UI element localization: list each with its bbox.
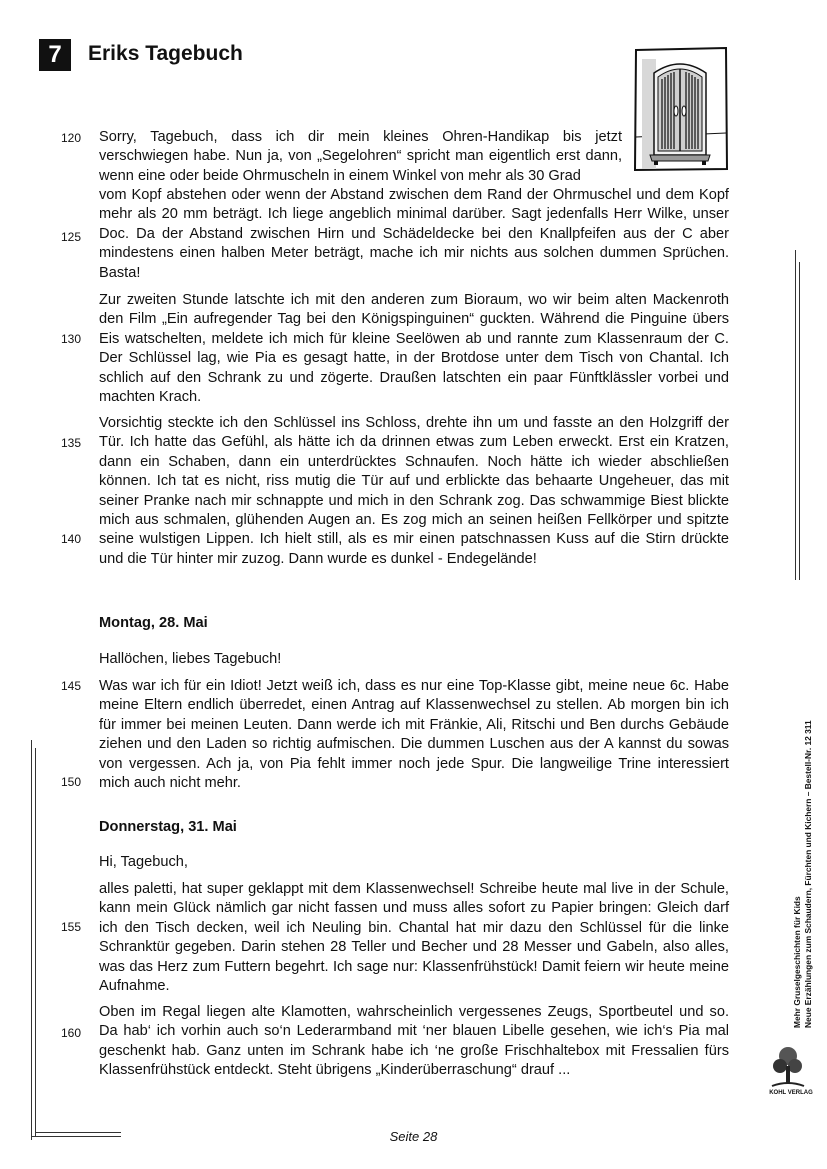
entry-date: Montag, 28. Mai [99, 615, 208, 631]
paragraph-2: Zur zweiten Stunde latschte ich mit den anderen zum Bioraum, wo wir beim alten Mackenroth den Film „Ein aufregender Tag bei den Königspinguinen“ guckten. Während die Pinguine übers Eis watschelten, meldete ich mich für kleine Seelöwen ab und rannte zum Klassenraum der C. Der Schlüssel lag, wie Pia es gesagt hatte, in der Brotdose unter dem Tisch von Chantal. Ich schlich auf den Schrank zu und zögerte. Draußen latschten ein paar Fünftklässler vorbei und machten Krach. [99, 292, 729, 406]
left-rule [31, 740, 32, 1140]
side-rule [799, 262, 800, 580]
page-number: Seite 28 [389, 1129, 438, 1144]
side-rule [795, 250, 796, 580]
paragraph-6: Oben im Regal liegen alte Klamotten, wahrscheinlich vergessenes Zeugs, Sportbeutel und so. Da hab‘ ich vorhin auch so‘n Lederarmband mit ‘ner blauen Libelle gesehen, wie ich‘s Pia mal geschenkt hab. Ganz unten im Schrank habe ich ‘ne große Frischhaltebox mit Fressalien fürs Klassenfrühstück entdeckt. Steht übrigens „Kinderüberraschung“ drauf ... [99, 1004, 729, 1079]
line-number: 155 [61, 920, 82, 934]
line-number: 120 [61, 131, 82, 145]
publisher-name: KOHL VERLAG [769, 1090, 813, 1096]
side-publisher-text [792, 720, 814, 1028]
paragraph-1b: vom Kopf abstehen oder wenn der Abstand zwischen dem Rand der Ohrmuschel und dem Kopf mehr als 20 mm beträgt. Ich liege angeblich minimal darüber. Sagt jedenfalls Herr Wilke, unser Doc. Da der Abstand zwischen Hirn und Schädeldecke bei den Knallpfeifen aus der C aber mindestens einen halben Meter beträgt, mache ich mir nichts aus solchen dummen Sprüchen. Basta! [99, 187, 729, 281]
paragraph-4: Was war ich für ein Idiot! Jetzt weiß ich, dass es nur eine Top-Klasse gibt, meine neue 6c. Habe meine Eltern endlich überredet, einen Antrag auf Klassenwechsel zu stellen. Ab morgen bin ich für immer bei meinen Leuten. Dann werde ich mit Fränkie, Ali, Ritschi und Ben durchs Gebäude ziehen und den Laden so richtig aufmischen. Die dummen Luschen aus der A kannst du sowas von vergessen. Ach ja, von Pia fehlt immer noch jede Spur. Die langweilige Trine interessiert mich auch nicht mehr. [99, 678, 729, 792]
entry-greeting: Hallöchen, liebes Tagebuch! [99, 651, 282, 667]
wardrobe-illustration [634, 47, 728, 171]
entry-date: Donnerstag, 31. Mai [99, 819, 237, 835]
entry-greeting: Hi, Tagebuch, [99, 854, 188, 870]
line-number: 130 [61, 332, 82, 346]
book-subtitle: Neue Erzählungen zum Schaudern, Fürchten und Kichern – Bestell-Nr. 12 311 [803, 720, 813, 1028]
paragraph-1a: Sorry, Tagebuch, dass ich dir mein kleines Ohren-Handikap bis jetzt verschwiegen habe. Nun ja, von „Segelohren“ spricht man eigentlich erst dann, wenn eine oder beide Ohrmuscheln in einem Winkel von mehr als 30 Grad [99, 129, 622, 184]
chapter-title: Eriks Tagebuch [88, 42, 243, 65]
line-number: 140 [61, 532, 82, 546]
line-number: 150 [61, 775, 82, 789]
paragraph-5: alles paletti, hat super geklappt mit dem Klassenwechsel! Schreibe heute mal live in der Schule, kann mein Glück nämlich gar nicht fassen und muss alles sofort zu Papier bringen: Gleich darf ich den Tisch decken, weil ich Neuling bin. Chantal hat mir dazu den Schlüssel für die linke Schranktür gegeben. Darin stehen 28 Teller und Becher und 28 Messer und Gabeln, also alles, was das Herz zum Futtern begehrt. Ich sage nur: Klassenfrühstück! Damit feiern wir heute meine Aufnahme. [99, 881, 729, 995]
line-number: 145 [61, 679, 82, 693]
publisher-logo-icon [768, 1042, 808, 1092]
line-number: 135 [61, 436, 82, 450]
line-number: 125 [61, 230, 82, 244]
line-number: 160 [61, 1026, 82, 1040]
series-title: Mehr Gruselgeschichten für Kids [792, 896, 802, 1028]
left-rule [35, 748, 36, 1136]
chapter-number: 7 [39, 39, 71, 71]
paragraph-3: Vorsichtig steckte ich den Schlüssel ins Schloss, drehte ihn um und fasste an den Holzgriff der Tür. Ich hatte das Gefühl, als hätte ich da drinnen etwas zum Leben erweckt. Erst ein Kratzen, dann ein Schaben, dann ein unterdrücktes Schnaufen. Noch hätte ich wieder abschließen können. Ich tat es nicht, riss mutig die Tür auf und erblickte das behaarte Ungeheuer, das mit seiner Pranke nach mir schnappte und mich in den Schrank zog. Das schwammige Biest blickte mich aus schmalen, glühenden Augen an. Es zog mich an seinen heißen Fellkörper und spitzte seine wulstigen Lippen. Ich hielt still, als es mir einen patschnassen Kuss auf die Stirn drückte und die Tür hinter mir zuzog. Dann wurde es dunkel - Endegelände! [99, 415, 729, 567]
